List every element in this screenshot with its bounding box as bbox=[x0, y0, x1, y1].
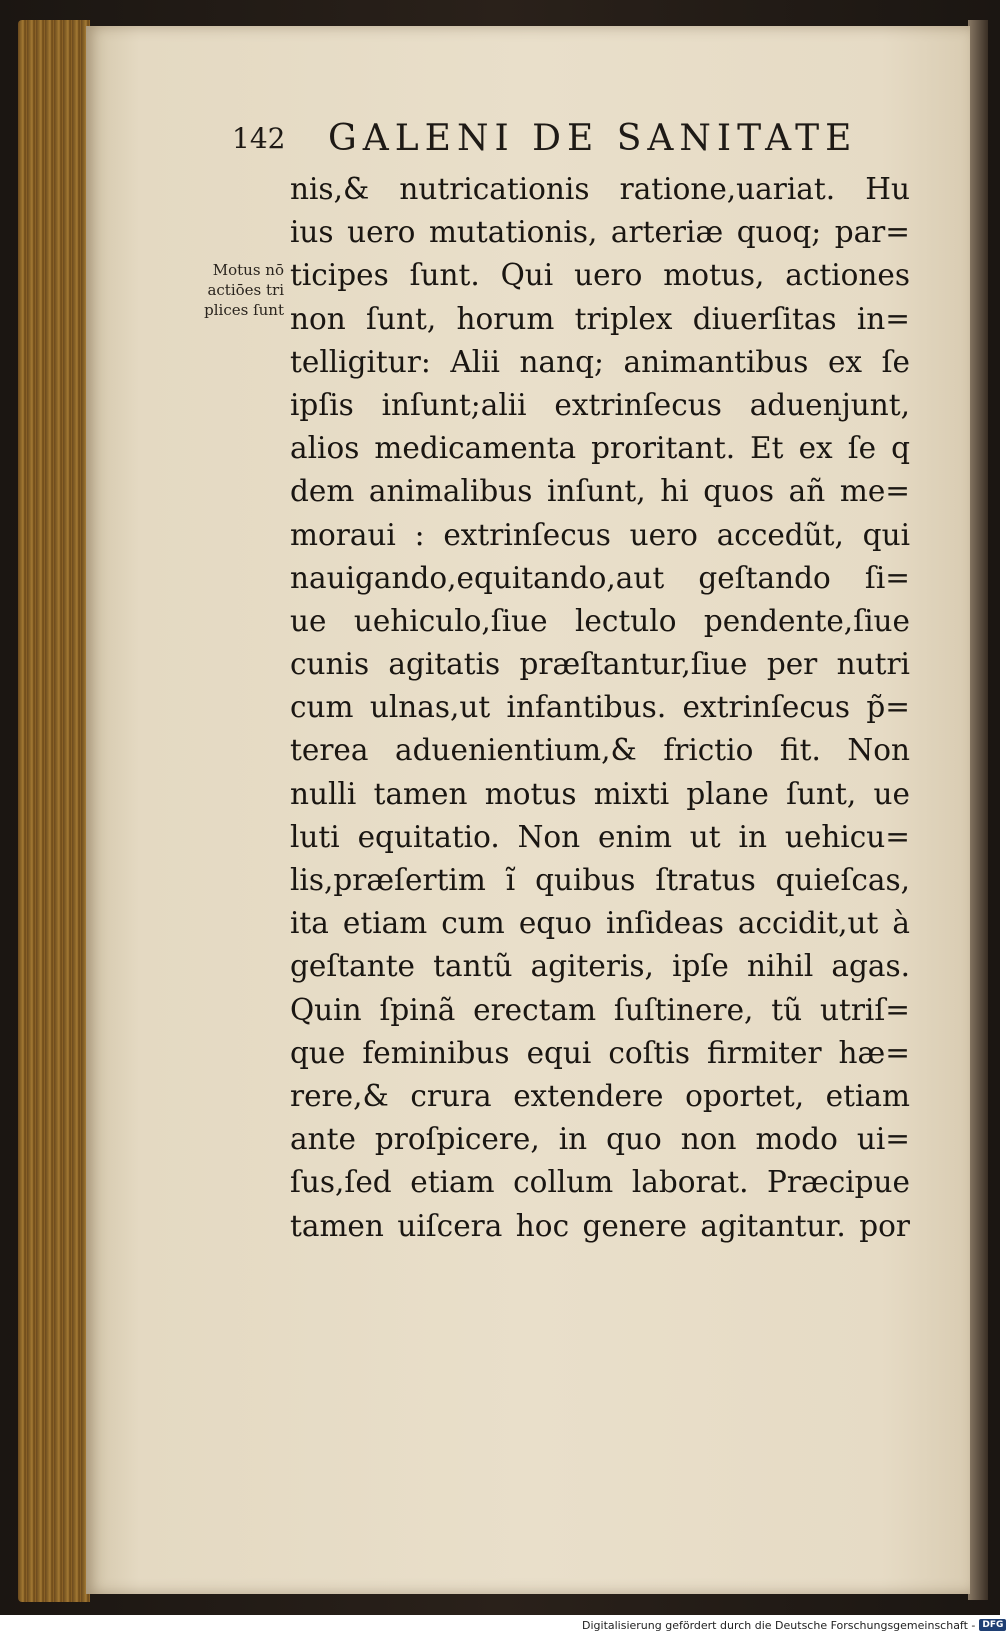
text-line: alios medicamenta proritant. Et ex ſe q bbox=[290, 431, 910, 466]
text-line: terea aduenientium,& frictio fit. Non bbox=[290, 733, 910, 768]
page-header bbox=[232, 118, 912, 168]
text-line: cunis agitatis præſtantur,ſiue per nutri bbox=[290, 647, 910, 682]
text-line: geſtante tantũ agiteris, ipſe nihil agas. bbox=[290, 949, 910, 984]
text-line: nulli tamen motus mixti plane ſunt, ue bbox=[290, 776, 910, 811]
text-line: moraui : extrinſecus uero accedũt, qui bbox=[290, 517, 910, 552]
text-line: cum ulnas,ut infantibus. extrinſecus p̃= bbox=[290, 690, 910, 725]
text-line: ante proſpicere, in quo non modo ui= bbox=[290, 1122, 910, 1157]
book-page-edges-left bbox=[18, 20, 90, 1602]
digitization-credit bbox=[582, 1616, 1006, 1634]
text-line: nauigando,equitando,aut geſtando ſi= bbox=[290, 560, 910, 595]
credit-text: Digitalisierung gefördert durch die Deutsche Forschungsgemeinschaft - bbox=[582, 1618, 976, 1632]
body-text bbox=[290, 168, 910, 1248]
text-line: lis,præſertim ĩ quibus ſtratus quieſcas, bbox=[290, 863, 910, 897]
text-line: ue uehiculo,ſiue lectulo pendente,ſiue bbox=[290, 603, 910, 638]
text-line: que feminibus equi coſtis firmiter hæ= bbox=[290, 1035, 910, 1070]
text-line: dem animalibus inſunt, hi quos añ me= bbox=[290, 474, 910, 509]
text-line: luti equitatio. Non enim ut in uehicu= bbox=[290, 819, 910, 854]
marginal-note-line: actiōes tri bbox=[207, 281, 284, 299]
text-line: ſus,ſed etiam collum laborat. Præcipue bbox=[290, 1165, 910, 1200]
text-line: Quin ſpinã erectam ſuſtinere, tũ utriſ= bbox=[290, 992, 910, 1027]
marginal-note-line: Motus nō bbox=[212, 261, 284, 279]
text-line: ticipes ſunt. Qui uero motus, actiones bbox=[290, 258, 910, 293]
text-line: rere,& crura extendere oportet, etiam bbox=[290, 1078, 910, 1113]
page-number: 142 bbox=[232, 122, 286, 155]
marginal-note bbox=[160, 260, 284, 320]
text-line: telligitur: Alii nanq; animantibus ex ſe bbox=[290, 344, 910, 379]
text-line: tamen uiſcera hoc genere agitantur. por bbox=[290, 1208, 910, 1243]
dfg-logo: DFG bbox=[979, 1619, 1006, 1631]
text-line: ius uero mutationis, arteriæ quoq; par= bbox=[290, 215, 910, 250]
running-head: GALENI DE SANITATE bbox=[328, 118, 858, 159]
text-line: nis,& nutricationis ratione,uariat. Hu bbox=[290, 172, 910, 206]
marginal-note-line: plices ſunt bbox=[204, 301, 284, 319]
book-page-edges-right bbox=[968, 20, 988, 1600]
text-line: ipſis inſunt;alii extrinſecus aduenjunt, bbox=[290, 387, 910, 422]
text-line: non ſunt, horum triplex diuerſitas in= bbox=[290, 301, 910, 336]
text-line: ita etiam cum equo inſideas accidit,ut à bbox=[290, 906, 910, 941]
